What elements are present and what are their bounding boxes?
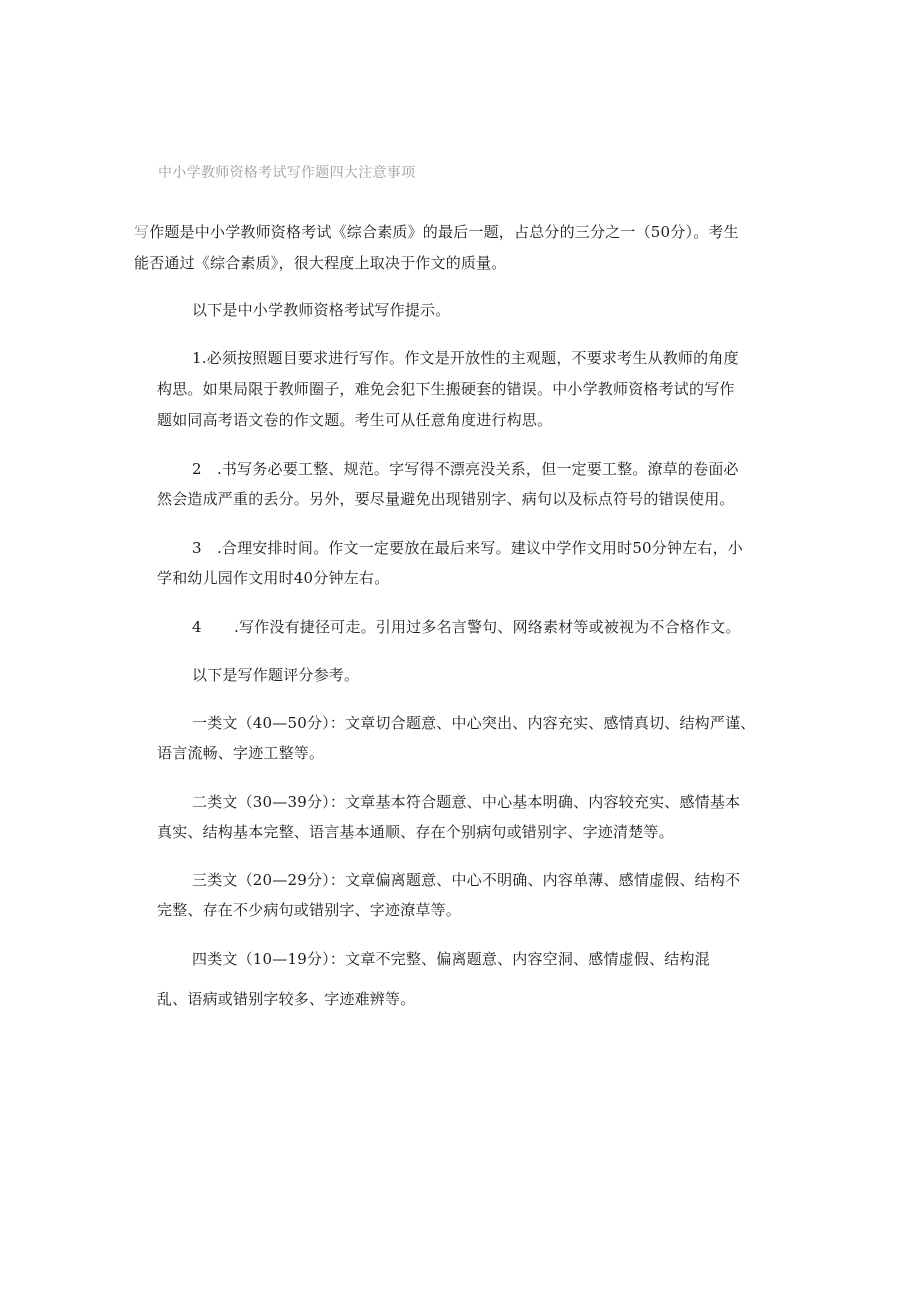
grade-1-line-2: 语言流畅、字迹工整等。	[157, 744, 325, 762]
grade-4-line-2: 乱、语病或错别字较多、字迹难辨等。	[157, 990, 416, 1008]
tips-heading: 以下是中小学教师资格考试写作提示。	[192, 301, 451, 319]
tip-2-line-2: 然会造成严重的丢分。另外，要尽量避免出现错别字、病句以及标点符号的错误使用。	[157, 490, 735, 508]
intro-first-char: 写	[134, 223, 150, 241]
grade-3-line-2: 完整、存在不少病句或错别字、字迹潦草等。	[157, 901, 462, 919]
tip-1-line-3: 题如同高考语文卷的作文题。考生可从任意角度进行构思。	[157, 411, 553, 429]
grading-heading: 以下是写作题评分参考。	[192, 666, 360, 684]
grade-4-line-1: 四类文（10—19分）：文章不完整、偏离题意、内容空洞、感情虚假、结构混	[192, 950, 710, 968]
tip-2-line-1: 2 .书写务必要工整、规范。字写得不漂亮没关系，但一定要工整。潦草的卷面必	[192, 460, 739, 478]
grade-2-line-1: 二类文（30—39分）：文章基本符合题意、中心基本明确、内容较充实、感情基本	[192, 793, 741, 811]
grade-2-line-2: 真实、结构基本完整、语言基本通顺、存在个别病句或错别字、字迹清楚等。	[157, 823, 674, 841]
intro-line-1-rest: 作题是中小学教师资格考试《综合素质》的最后一题，占总分的三分之一（50分）。考生	[149, 223, 739, 241]
tip-1-line-1: 1.必须按照题目要求进行写作。作文是开放性的主观题，不要求考生从教师的角度	[192, 349, 739, 367]
grade-3-line-1: 三类文（20—29分）：文章偏离题意、中心不明确、内容单薄、感情虚假、结构不	[192, 871, 741, 889]
tip-3-line-1: 3 .合理安排时间。作文一定要放在最后来写。建议中学作文用时50分钟左右，小	[192, 539, 744, 557]
intro-line-2: 能否通过《综合素质》，很大程度上取决于作文的质量。	[134, 254, 507, 272]
intro-line-1	[134, 222, 739, 242]
grade-1-line-1: 一类文（40—50分）：文章切合题意、中心突出、内容充实、感情真切、结构严谨、	[192, 714, 756, 732]
tip-1-line-2: 构思。如果局限于教师圈子，难免会犯下生搬硬套的错误。中小学教师资格考试的写作	[157, 380, 735, 398]
tip-4-number: 4	[192, 618, 202, 636]
tip-4-line-1: .写作没有捷径可走。引用过多名言警句、网络素材等或被视为不合格作文。	[234, 618, 741, 636]
tip-3-line-2: 学和幼儿园作文用时40分钟左右。	[157, 569, 390, 587]
document-title: 中小学教师资格考试写作题四大注意事项	[158, 165, 416, 181]
